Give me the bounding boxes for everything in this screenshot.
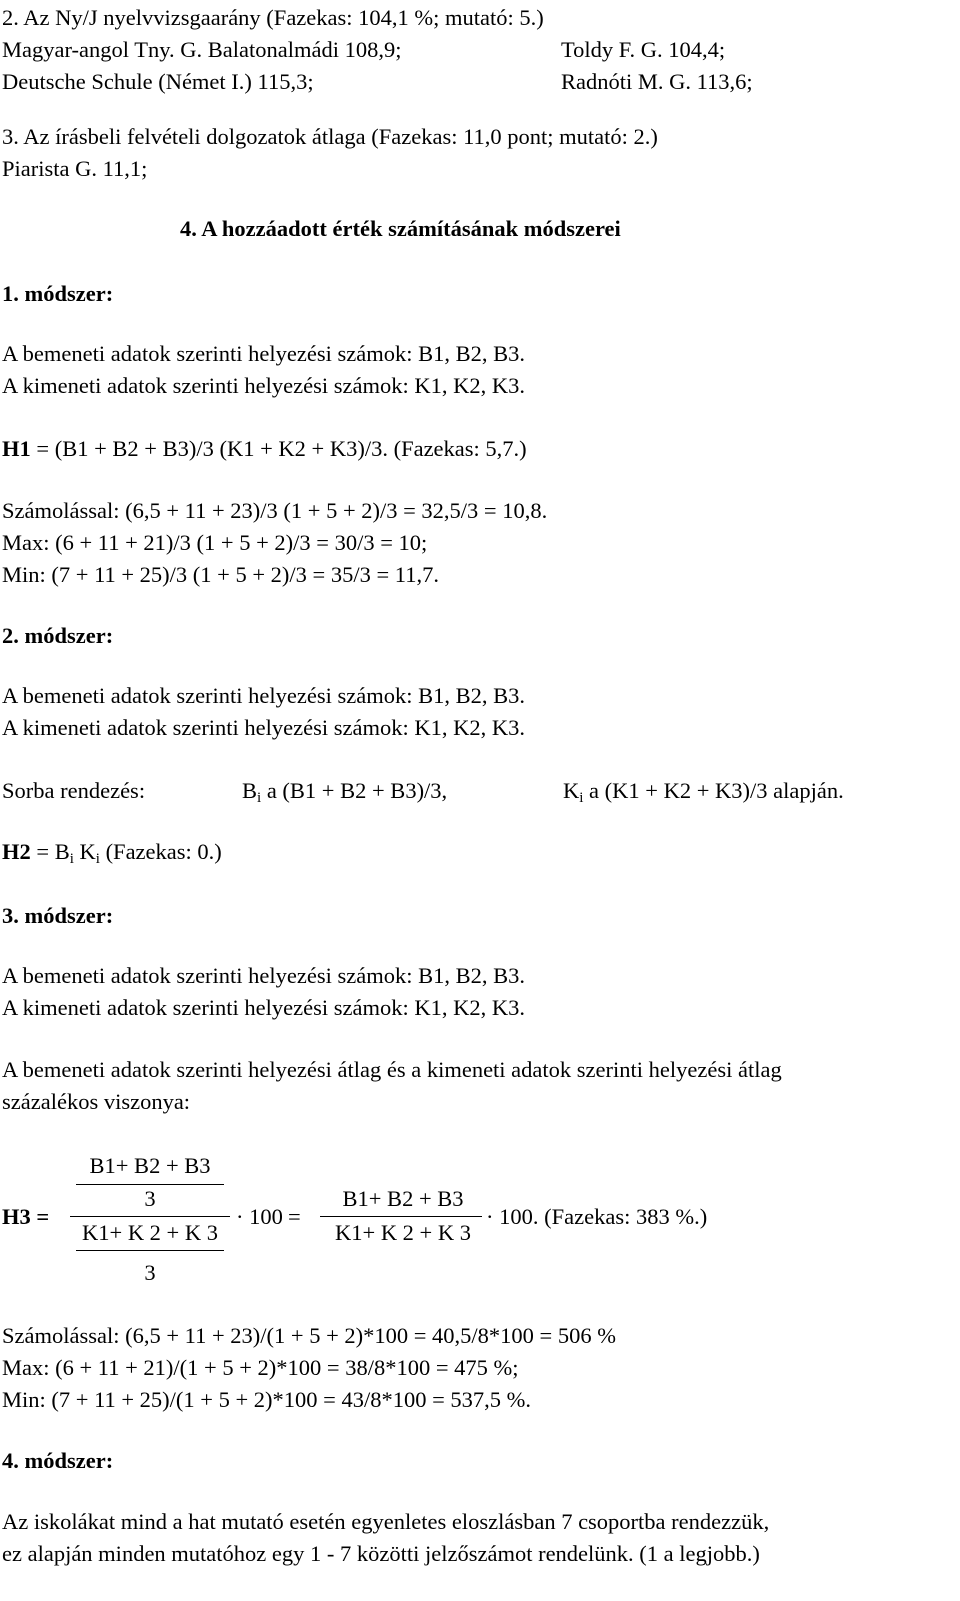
text-line: Piarista G. 11,1; bbox=[2, 156, 148, 181]
formula-label: H3 = bbox=[2, 1204, 50, 1229]
formula-h2: $H2 = B_i$ $K_i$ (Fazekas: 0.) bbox=[2, 839, 222, 867]
fraction-denominator: 3 bbox=[144, 1260, 156, 1285]
method-heading: 3. módszer: bbox=[2, 903, 114, 928]
formula-label: H1 bbox=[2, 436, 31, 461]
text-line: A bemeneti adatok szerinti helyezési számok: B1, B2, B3. bbox=[2, 963, 526, 988]
text-line: Max: (6 + 11 + 21)/(1 + 5 + 2)*100 = 38/8*100 = 475 %; bbox=[2, 1355, 519, 1380]
formula-h1 bbox=[2, 435, 527, 462]
text-line: Min: (7 + 11 + 25)/3 (1 + 5 + 2)/3 = 35/3 = 11,7. bbox=[2, 562, 439, 587]
fraction-numerator: B1+ B2 + B3 bbox=[342, 1186, 464, 1211]
fraction-numerator: B1+ B2 + B3 bbox=[89, 1153, 211, 1178]
text-line: 2. Az Ny/J nyelvvizsgaarány (Fazekas: 104,1 %; mutató: 5.) bbox=[2, 5, 544, 30]
text-line: A kimeneti adatok szerinti helyezési számok: K1, K2, K3. bbox=[2, 373, 525, 398]
text-line: Számolással: (6,5 + 11 + 23)/(1 + 5 + 2)*100 = 40,5/8*100 = 506 % bbox=[2, 1323, 616, 1348]
text-line: Min: (7 + 11 + 25)/(1 + 5 + 2)*100 = 43/8*100 = 537,5 %. bbox=[2, 1387, 532, 1412]
text-line: A bemeneti adatok szerinti helyezési átlag és a kimeneti adatok szerinti helyezési átlag bbox=[2, 1057, 782, 1082]
sort-b: $B_i$ a (B1 + B2 + B3)/3, bbox=[242, 778, 448, 806]
sort-label: Sorba rendezés: bbox=[2, 778, 146, 803]
text-line: Számolással: (6,5 + 11 + 23)/3 (1 + 5 + 2)/3 = 32,5/3 = 10,8. bbox=[2, 498, 548, 523]
fraction-denominator: K1+ K 2 + K 3 bbox=[335, 1220, 471, 1245]
sort-k: $K_i$ a (K1 + K2 + K3)/3 alapján. bbox=[563, 778, 844, 806]
fraction-numerator: K1+ K 2 + K 3 bbox=[82, 1220, 218, 1245]
multiplier: · 100 bbox=[236, 1204, 283, 1229]
method-heading: 4. módszer: bbox=[2, 1448, 114, 1473]
equals-sign: = bbox=[288, 1204, 301, 1229]
text-line: Deutsche Schule (Német I.) 115,3; bbox=[2, 69, 314, 94]
text-line: ez alapján minden mutatóhoz egy 1 - 7 közötti jelzőszámot rendelünk. (1 a legjobb.) bbox=[2, 1541, 760, 1566]
section-heading: 4. A hozzáadott érték számításának módszerei bbox=[180, 216, 621, 241]
text-line: A kimeneti adatok szerinti helyezési számok: K1, K2, K3. bbox=[2, 995, 525, 1020]
text-line: A bemeneti adatok szerinti helyezési számok: B1, B2, B3. bbox=[2, 341, 526, 366]
text-line: Max: (6 + 11 + 21)/3 (1 + 5 + 2)/3 = 30/3 = 10; bbox=[2, 530, 428, 555]
text-line: A bemeneti adatok szerinti helyezési számok: B1, B2, B3. bbox=[2, 683, 526, 708]
fraction-bar bbox=[76, 1250, 224, 1251]
text-line: százalékos viszonya: bbox=[2, 1089, 191, 1114]
formula-body: = (B1 + B2 + B3)/3 (K1 + K2 + K3)/3. (Fazekas: 5,7.) bbox=[30, 436, 527, 461]
fraction-denominator: 3 bbox=[144, 1186, 156, 1211]
text-line: 3. Az írásbeli felvételi dolgozatok átlaga (Fazekas: 11,0 pont; mutató: 2.) bbox=[2, 124, 658, 149]
method-heading: 1. módszer: bbox=[2, 281, 114, 306]
multiplier: · 100. (Fazekas: 383 %.) bbox=[486, 1204, 708, 1229]
text-line: Toldy F. G. 104,4; bbox=[561, 37, 726, 62]
fraction-bar bbox=[76, 1184, 224, 1185]
text-line: Az iskolákat mind a hat mutató esetén egyenletes eloszlásban 7 csoportba rendezzük, bbox=[2, 1509, 770, 1534]
text-line: A kimeneti adatok szerinti helyezési számok: K1, K2, K3. bbox=[2, 715, 525, 740]
fraction-bar bbox=[320, 1216, 482, 1217]
method-heading: 2. módszer: bbox=[2, 623, 114, 648]
text-line: Magyar-angol Tny. G. Balatonalmádi 108,9; bbox=[2, 37, 402, 62]
fraction-main-bar bbox=[70, 1216, 230, 1217]
text-line: Radnóti M. G. 113,6; bbox=[561, 69, 753, 94]
